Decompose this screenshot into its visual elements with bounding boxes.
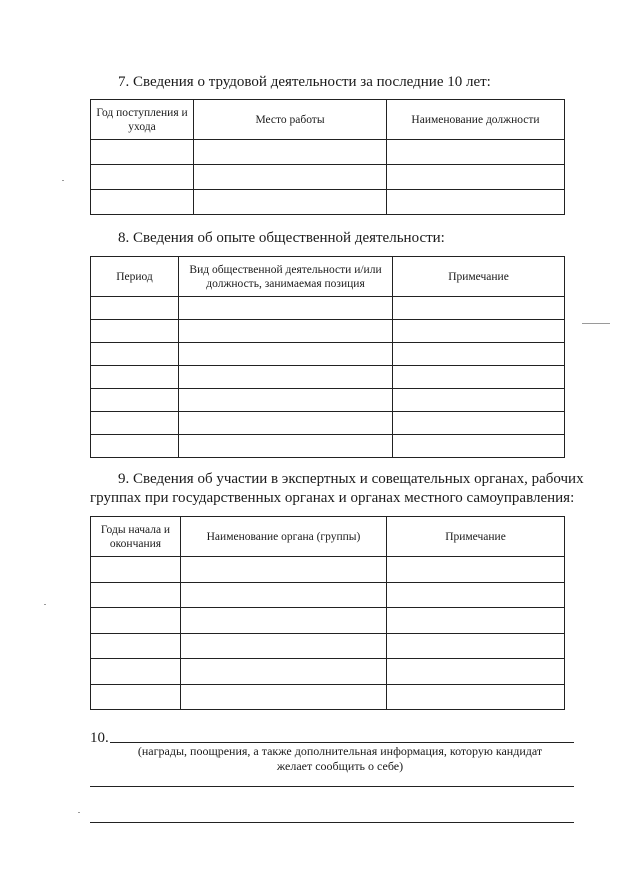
section-8-heading: 8. Сведения об опыте общественной деятельности:	[118, 230, 445, 246]
table-cell[interactable]	[91, 389, 179, 412]
table-cell[interactable]	[393, 343, 565, 366]
table-cell[interactable]	[387, 582, 565, 608]
table-cell[interactable]	[91, 343, 179, 366]
table-cell[interactable]	[91, 412, 179, 435]
table-cell[interactable]	[91, 582, 181, 608]
table-cell[interactable]	[181, 684, 387, 710]
table-cell[interactable]	[91, 684, 181, 710]
column-header-workplace: Место работы	[194, 100, 387, 140]
table-cell[interactable]	[393, 366, 565, 389]
section-7-heading: 7. Сведения о трудовой деятельности за последние 10 лет:	[118, 74, 491, 90]
table-cell[interactable]	[194, 140, 387, 165]
table-cell[interactable]	[91, 659, 181, 685]
table-cell[interactable]	[393, 320, 565, 343]
table-cell[interactable]	[387, 557, 565, 583]
section-10-fill-line	[110, 742, 574, 743]
table-cell[interactable]	[179, 389, 393, 412]
scan-speck	[582, 323, 610, 324]
table-cell[interactable]	[179, 320, 393, 343]
table-cell[interactable]	[393, 412, 565, 435]
table-row	[91, 633, 565, 659]
table-cell[interactable]	[181, 582, 387, 608]
table-row	[91, 412, 565, 435]
table-cell[interactable]	[179, 343, 393, 366]
table-row	[91, 140, 565, 165]
section-10-caption: (награды, поощрения, а также дополнительная информация, которую кандидат желает сообщить о себе)	[137, 744, 543, 773]
column-header-remark: Примечание	[387, 517, 565, 557]
column-header-activity: Вид общественной деятельности и/или должность, занимаемая позиция	[179, 257, 393, 297]
table-cell[interactable]	[179, 297, 393, 320]
column-header-years: Годы начала и окончания	[91, 517, 181, 557]
table-cell[interactable]	[393, 297, 565, 320]
expert-bodies-table	[90, 516, 565, 710]
table-cell[interactable]	[91, 435, 179, 458]
table-row	[91, 190, 565, 215]
table-cell[interactable]	[194, 190, 387, 215]
additional-info-line-1	[90, 786, 574, 787]
table-cell[interactable]	[393, 389, 565, 412]
column-header-position: Наименование должности	[387, 100, 565, 140]
section-9-heading-line2: группах при государственных органах и органах местного самоуправления:	[90, 490, 575, 506]
scan-speck	[62, 180, 64, 181]
table-cell[interactable]	[181, 659, 387, 685]
table-row	[91, 165, 565, 190]
table-cell[interactable]	[181, 608, 387, 634]
table-row	[91, 684, 565, 710]
column-header-period: Период	[91, 257, 179, 297]
table-row	[91, 297, 565, 320]
table-row	[91, 608, 565, 634]
section-10-number: 10.	[90, 730, 109, 746]
table-row	[91, 659, 565, 685]
table-cell[interactable]	[91, 190, 194, 215]
table-cell[interactable]	[179, 435, 393, 458]
table-cell[interactable]	[91, 165, 194, 190]
table-cell[interactable]	[387, 659, 565, 685]
table-row	[91, 557, 565, 583]
scan-speck	[44, 604, 46, 605]
column-header-body: Наименование органа (группы)	[181, 517, 387, 557]
table-cell[interactable]	[387, 165, 565, 190]
table-row	[91, 389, 565, 412]
table-cell[interactable]	[179, 412, 393, 435]
table-row	[91, 435, 565, 458]
table-cell[interactable]	[91, 320, 179, 343]
column-header-note: Примечание	[393, 257, 565, 297]
work-history-table	[90, 99, 565, 215]
additional-info-line-2	[90, 822, 574, 823]
column-header-year: Год поступления и ухода	[91, 100, 194, 140]
table-cell[interactable]	[387, 190, 565, 215]
table-cell[interactable]	[91, 366, 179, 389]
table-cell[interactable]	[393, 435, 565, 458]
table-cell[interactable]	[91, 297, 179, 320]
table-cell[interactable]	[387, 140, 565, 165]
table-cell[interactable]	[179, 366, 393, 389]
table-cell[interactable]	[194, 165, 387, 190]
table-cell[interactable]	[91, 633, 181, 659]
table-cell[interactable]	[181, 557, 387, 583]
table-cell[interactable]	[181, 633, 387, 659]
table-cell[interactable]	[387, 633, 565, 659]
table-row	[91, 366, 565, 389]
table-cell[interactable]	[91, 608, 181, 634]
scan-speck	[78, 812, 80, 813]
table-row	[91, 582, 565, 608]
table-cell[interactable]	[91, 140, 194, 165]
public-activity-table	[90, 256, 565, 458]
table-cell[interactable]	[91, 557, 181, 583]
table-row	[91, 320, 565, 343]
table-cell[interactable]	[387, 608, 565, 634]
table-cell[interactable]	[387, 684, 565, 710]
section-9-heading-line1: 9. Сведения об участии в экспертных и совещательных органах, рабочих	[118, 471, 584, 487]
table-row	[91, 343, 565, 366]
